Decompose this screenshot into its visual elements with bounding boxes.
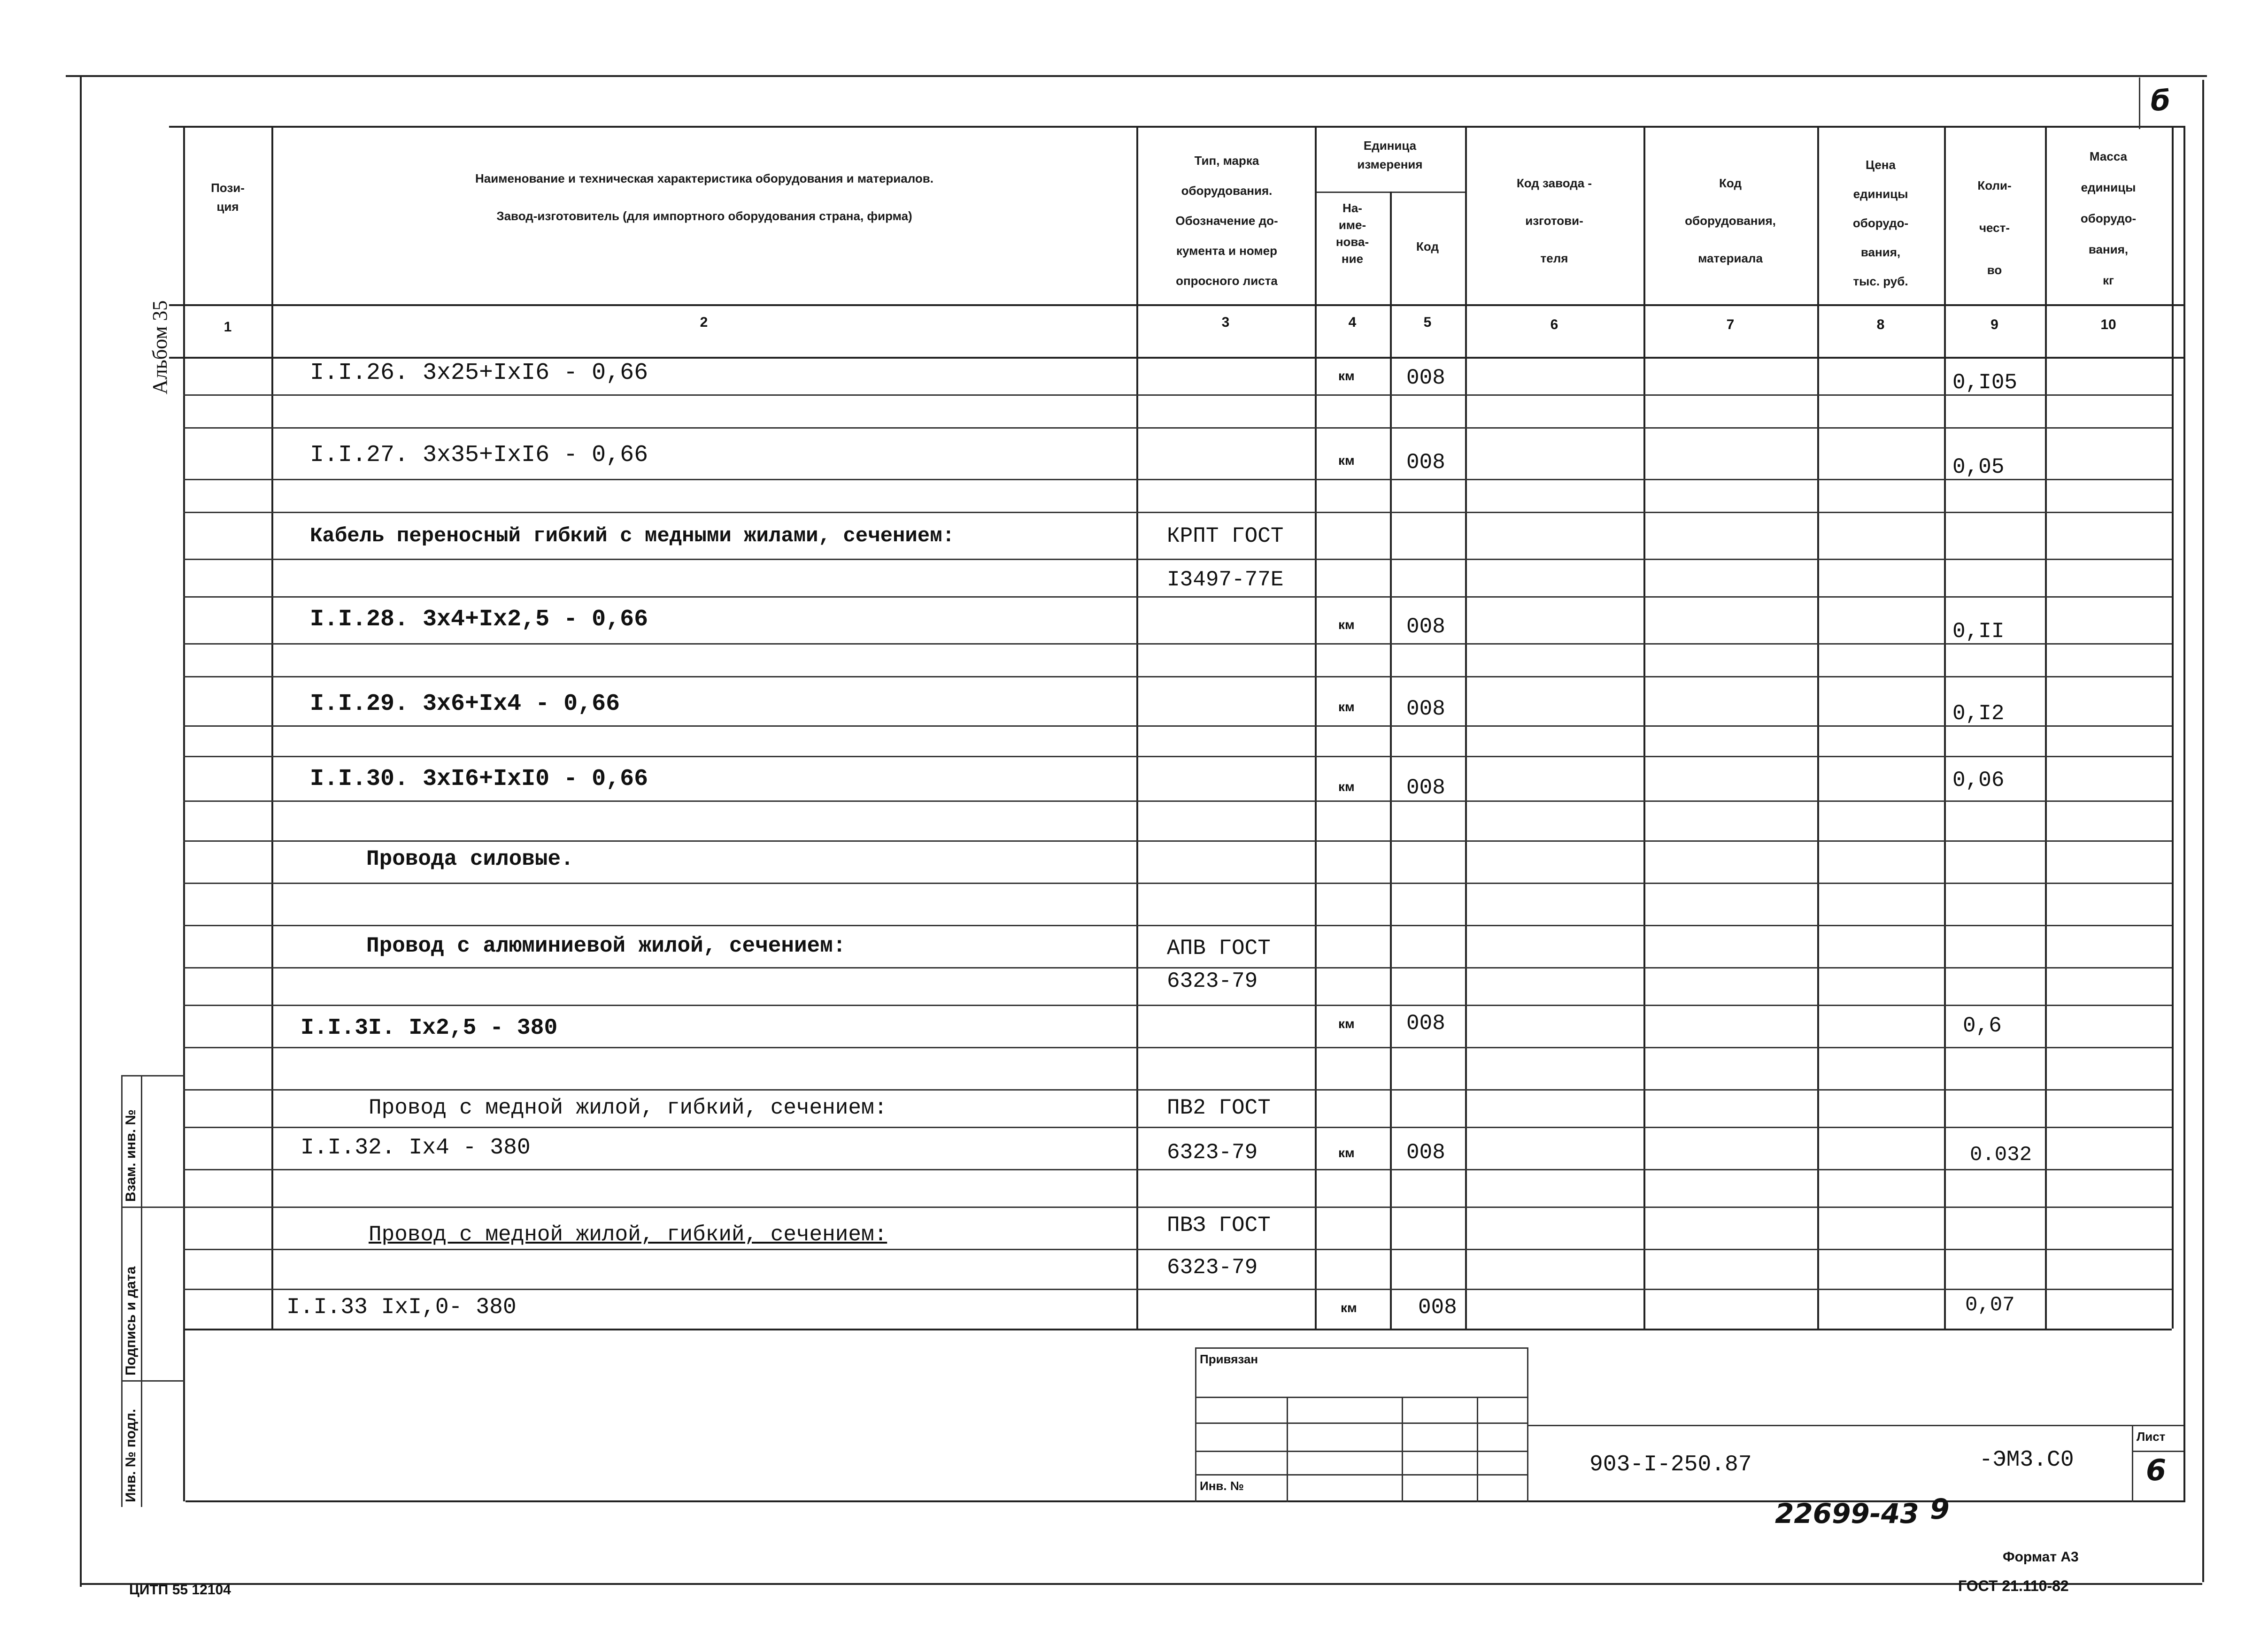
gost-label: ГОСТ 21.110-82 — [1958, 1577, 2069, 1594]
row-name: Кабель переносный гибкий с медными жилами, сечением: — [310, 524, 955, 548]
row-unit: км — [1338, 779, 1355, 794]
header-unit-group: Единица измерения — [1357, 138, 1423, 171]
side-stamp-replace: Взам. инв. № — [123, 1109, 139, 1202]
header-position: Пози- ция — [211, 181, 245, 214]
row-qty: 0,05 — [1952, 455, 2005, 479]
row-unit: км — [1338, 369, 1355, 383]
row-name: Провод с алюминиевой жилой, сечением: — [366, 934, 846, 958]
row-name: I.I.33 IxI,0- 380 — [286, 1295, 517, 1320]
row-code: 008 — [1406, 1011, 1445, 1036]
doc-suffix: -ЭМ3.С0 — [1979, 1447, 2074, 1473]
header-price: Цена единицы оборудо- вания, тыс. руб. — [1852, 158, 1909, 288]
header-mass: Масса единицы оборудо- вания, кг — [2080, 149, 2137, 287]
row-code: 008 — [1406, 697, 1445, 721]
row-name: I.I.32. Ix4 - 380 — [301, 1135, 531, 1161]
header-equipment-code: Код оборудования, материала — [1685, 176, 1776, 265]
row-unit: км — [1338, 700, 1355, 714]
doc-code: 903-I-250.87 — [1589, 1452, 1752, 1477]
row-doc: I3497-77Е — [1167, 568, 1284, 592]
handwritten-number: 22699-43 — [1775, 1498, 1919, 1530]
row-doc: ПВЗ ГОСТ — [1167, 1213, 1271, 1238]
header-quantity: Коли- чест- во — [1977, 178, 2012, 277]
row-doc: 6323-79 — [1167, 1140, 1258, 1165]
header-unit-name: На- име- нова- ние — [1335, 201, 1369, 266]
col-num: 3 — [1221, 315, 1230, 330]
row-qty: 0,06 — [1952, 768, 2005, 792]
format-label: Формат А3 — [2003, 1549, 2079, 1565]
stamp-inv-no: Инв. № — [1200, 1479, 1244, 1493]
row-unit: км — [1338, 453, 1355, 468]
row-qty: 0,II — [1952, 619, 2005, 644]
row-unit: км — [1338, 617, 1355, 632]
row-unit: км — [1341, 1300, 1357, 1315]
row-doc: КРПТ ГОСТ — [1167, 524, 1284, 548]
row-name: I.I.3I. Ix2,5 - 380 — [301, 1015, 558, 1041]
row-qty: 0,I2 — [1952, 701, 2005, 726]
row-doc: АПВ ГОСТ — [1167, 936, 1271, 961]
row-name: Провод с медной жилой, гибкий, сечением: — [369, 1096, 887, 1120]
row-doc: 6323-79 — [1167, 969, 1258, 993]
row-code: 008 — [1406, 615, 1445, 639]
header-name: Наименование и техническая характеристика оборудования и материалов. Завод-изготовитель (для импортного оборудования страна, фирма) — [475, 171, 933, 223]
printer-label: ЦИТП 55 12104 — [129, 1582, 231, 1598]
sheet-label: Лист — [2137, 1430, 2166, 1444]
row-name: I.I.28. 3x4+Ix2,5 - 0,66 — [310, 606, 648, 633]
col-num: 8 — [1876, 317, 1885, 332]
header-type: Тип, марка оборудования. Обозначение до- кумента и номер опросного листа — [1175, 154, 1278, 288]
row-name: I.I.30. 3xI6+IxI0 - 0,66 — [310, 766, 648, 792]
row-code: 008 — [1406, 450, 1445, 475]
row-qty: 0,07 — [1965, 1293, 2015, 1317]
row-code: 008 — [1418, 1295, 1457, 1320]
row-unit: км — [1338, 1145, 1355, 1160]
row-unit: км — [1338, 1016, 1355, 1031]
row-code: 008 — [1406, 776, 1445, 800]
col-num: 1 — [224, 319, 232, 335]
stamp-privyazan: Привязан — [1200, 1352, 1258, 1366]
row-code: 008 — [1406, 1140, 1445, 1165]
side-stamp-inv: Инв. № подл. — [123, 1408, 139, 1502]
row-name: Провод с медной жилой, гибкий, сечением: — [369, 1222, 887, 1247]
corner-mark: б — [2151, 85, 2170, 117]
header-factory-code: Код завода - изготови- теля — [1516, 176, 1592, 265]
album-label: Альбом 35 — [148, 300, 171, 394]
handwritten-number-2: 9 — [1930, 1493, 1950, 1526]
row-name: Провода силовые. — [366, 847, 574, 871]
col-num: 2 — [700, 315, 708, 330]
col-num: 5 — [1423, 315, 1432, 330]
row-name: I.I.26. 3x25+IxI6 - 0,66 — [310, 360, 648, 386]
col-num: 7 — [1726, 317, 1735, 332]
row-doc: ПВ2 ГОСТ — [1167, 1096, 1271, 1120]
header-unit-code: Код — [1416, 239, 1439, 254]
col-num: 4 — [1348, 315, 1357, 330]
row-doc: 6323-79 — [1167, 1255, 1258, 1280]
col-num: 10 — [2100, 317, 2116, 332]
side-stamp-signature: Подпись и дата — [123, 1266, 139, 1376]
row-qty: 0.032 — [1970, 1143, 2032, 1167]
row-name: I.I.29. 3x6+Ix4 - 0,66 — [310, 691, 620, 717]
sheet-number: 6 — [2146, 1453, 2167, 1487]
col-num: 9 — [1990, 317, 1998, 332]
row-code: 008 — [1406, 366, 1445, 390]
col-num: 6 — [1550, 317, 1558, 332]
row-qty: 0,I05 — [1952, 370, 2018, 395]
row-name: I.I.27. 3x35+IxI6 - 0,66 — [310, 442, 648, 469]
row-qty: 0,6 — [1963, 1014, 2002, 1038]
